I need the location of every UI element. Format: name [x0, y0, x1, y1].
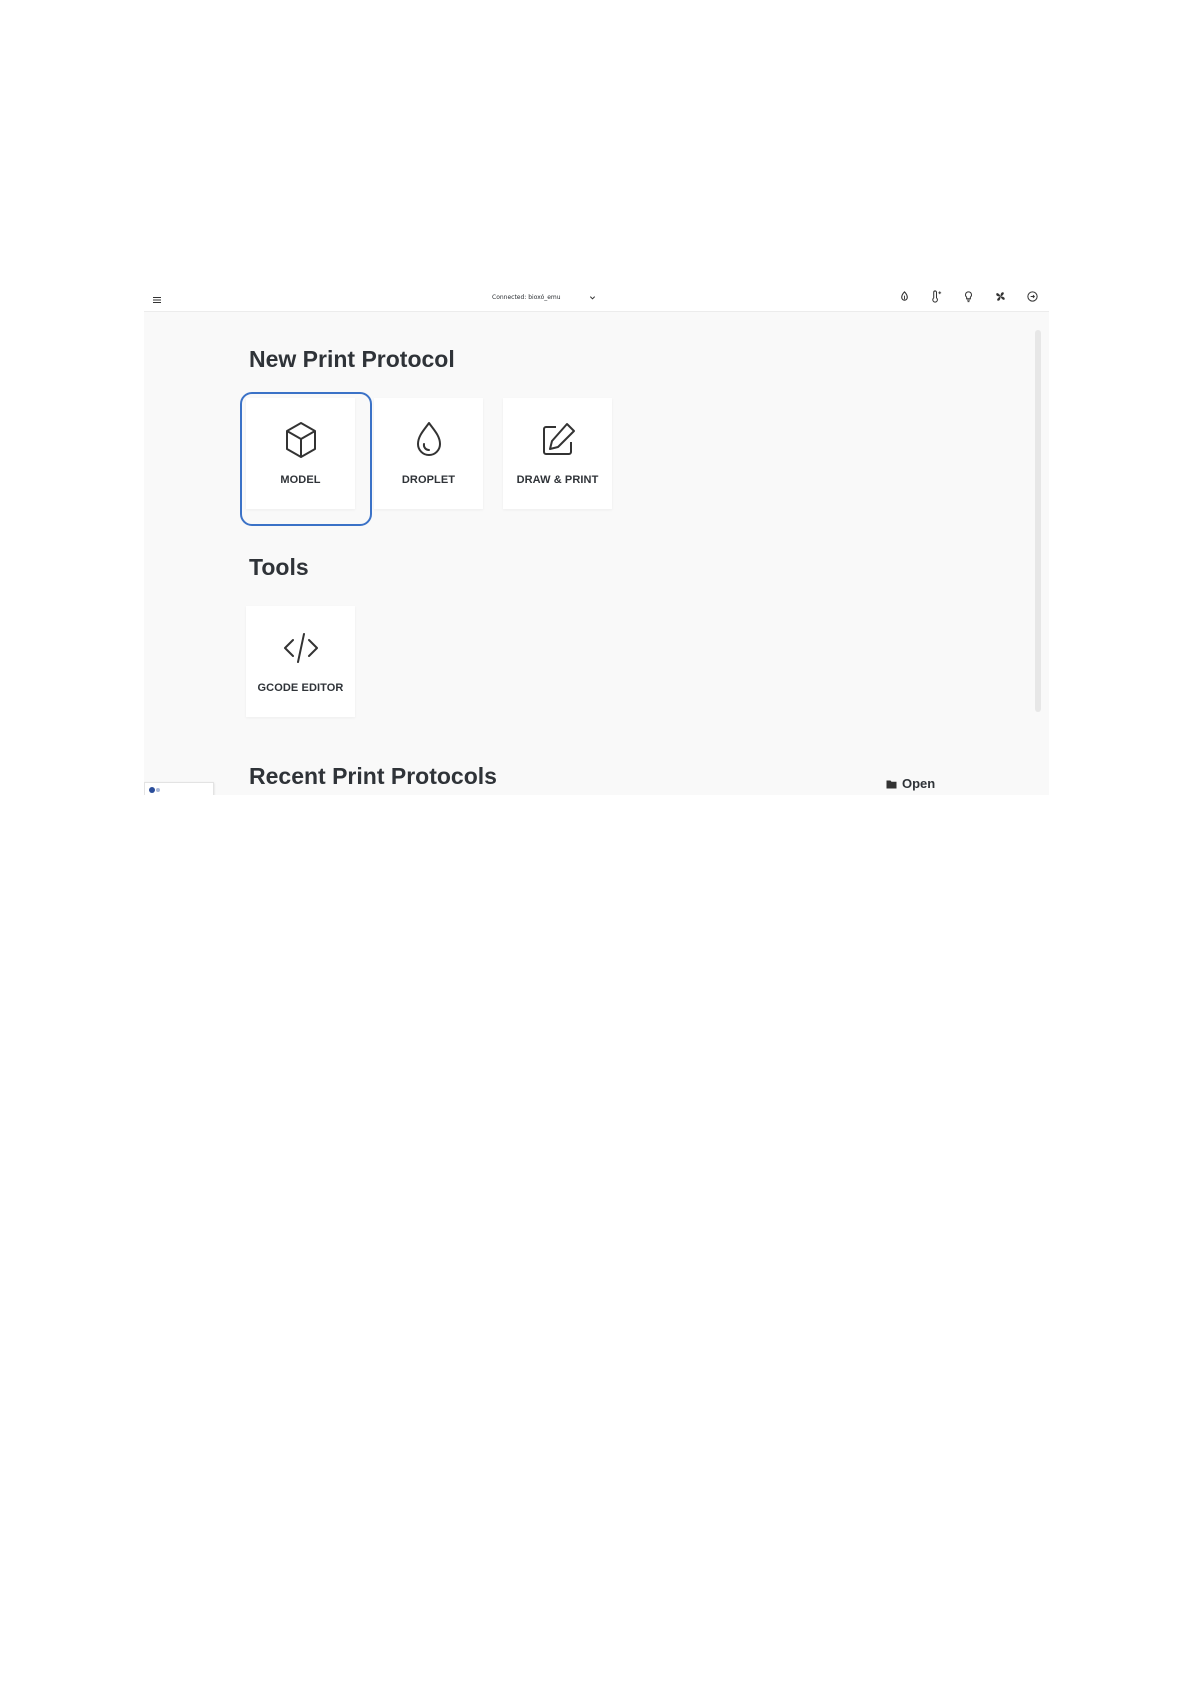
droplet-icon	[407, 418, 451, 462]
model-card[interactable]	[246, 398, 355, 509]
status-badge	[144, 782, 214, 795]
droplet-card-label: DROPLET	[401, 474, 456, 486]
code-icon	[279, 626, 323, 670]
draw-and-print-card[interactable]	[503, 398, 612, 509]
gcode-editor-card[interactable]	[246, 606, 355, 717]
logo-icon	[148, 786, 162, 794]
draw-and-print-card-label: DRAW & PRINT	[516, 474, 599, 486]
open-button[interactable]	[886, 776, 935, 791]
fan-icon[interactable]	[994, 290, 1007, 303]
gcode-editor-card-label: GCODE EDITOR	[257, 682, 344, 694]
new-print-protocol-title: New Print Protocol	[249, 346, 455, 372]
folder-icon	[886, 779, 897, 789]
recent-print-protocols-title: Recent Print Protocols	[249, 763, 497, 789]
chevron-down-icon	[589, 294, 596, 301]
power-icon[interactable]	[1026, 290, 1039, 303]
open-button-label: Open	[902, 776, 936, 791]
app-window	[144, 283, 1049, 795]
cube-icon	[279, 418, 323, 462]
droplet-card[interactable]	[374, 398, 483, 509]
connection-selector[interactable]	[492, 291, 596, 303]
model-card-label: MODEL	[280, 474, 321, 486]
thermometer-icon[interactable]	[930, 290, 943, 303]
tools-title: Tools	[249, 554, 309, 580]
menu-icon[interactable]	[152, 292, 162, 302]
edit-icon	[536, 418, 580, 462]
scrollbar[interactable]	[1035, 330, 1041, 712]
bulb-icon[interactable]	[962, 290, 975, 303]
top-bar	[144, 283, 1049, 312]
toolbar-icons	[898, 290, 1039, 303]
nozzle-icon[interactable]	[898, 290, 911, 303]
connection-label: Connected: bioxó_emu	[492, 293, 561, 301]
